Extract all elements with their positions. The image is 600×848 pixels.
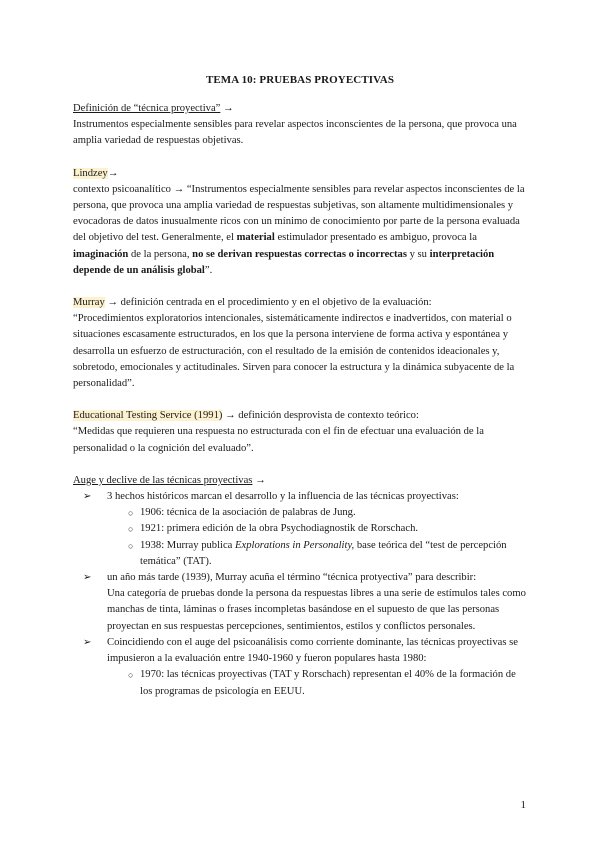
lindzey-text-part: y su xyxy=(406,248,430,260)
circle-bullet-icon: ○ xyxy=(128,508,134,519)
document-body xyxy=(73,101,528,700)
ets-name: Educational Testing Service (1991) xyxy=(73,410,223,422)
sub-list xyxy=(107,667,528,699)
sub-list xyxy=(107,505,528,570)
arrow-bullet-icon: ➢ xyxy=(83,636,92,648)
murray-heading xyxy=(73,295,528,311)
list-item xyxy=(107,521,528,537)
lindzey-heading xyxy=(73,166,528,182)
ets-heading xyxy=(73,408,528,424)
murray-definition: “Procedimientos exploratorios intencionales, sistemáticamente indirectos e inadvertidos, con material o situaciones escasamente estructurados, en los que la persona interviene de forma activa y espontánea y desarrolla un esfuerzo de estructuración, con el resultado de la emisión de contenidos ideacionales y, sobretodo, emocionales y actitudinales. Sirven para conocer la estructura y la dinámica subyacente de la personalidad”. xyxy=(73,313,515,390)
lindzey-text xyxy=(73,182,528,279)
lindzey-text-part: de la persona, xyxy=(128,248,193,260)
bullet-text: un año más tarde (1939), Murray acuña el término “técnica protyectiva” para describir: xyxy=(107,572,477,584)
ets-definition: “Medidas que requieren una respuesta no estructurada con el fin de efectuar una evaluación de la personalidad o la cognición del evaluado”. xyxy=(73,426,484,454)
page-title: TEMA 10: PRUEBAS PROYECTIVAS xyxy=(205,74,395,86)
lindzey-text-part: ”. xyxy=(204,264,213,276)
sub-item-text: 1938: Murray publica xyxy=(140,539,236,551)
list-item xyxy=(73,489,528,570)
page-number: 1 xyxy=(520,799,526,811)
bullet-text: Coincidiendo con el auge del psicoanálisis como corriente dominante, las técnicas proyectivas se impusieron a la evaluación entre 1940-1960 y fueron populares hasta 1980: xyxy=(107,636,518,665)
sub-item-text: 1906: técnica de la asociación de palabras de Jung. xyxy=(140,507,356,519)
circle-bullet-icon: ○ xyxy=(128,524,134,535)
sub-item-text: base teórica del “test de percepción temática” (TAT). xyxy=(140,539,507,567)
lindzey-text-part: contexto psicoanalítico → “Instrumentos especialmente sensibles para revelar aspectos inconscientes de la persona, que provoca una amplia variedad de respuestas subjetivas, son altamente multidimensionales y evocadoras de datos inusualmente ricos con un mínimo de conocimiento por parte de la persona evaluada del objetivo del test. Generalmente, el xyxy=(73,183,525,244)
arrow-icon: → xyxy=(255,474,266,486)
murray-intro: → definición centrada en el procedimiento y en el objetivo de la evaluación: xyxy=(104,297,432,309)
circle-bullet-icon: ○ xyxy=(128,670,134,681)
arrow-bullet-icon: ➢ xyxy=(83,491,92,503)
lindzey-name: Lindzey xyxy=(73,167,108,179)
auge-list xyxy=(73,489,528,700)
list-item xyxy=(73,635,528,700)
auge-heading xyxy=(73,473,528,489)
ets-intro: → definición desprovista de contexto teórico: xyxy=(222,410,419,422)
sub-item-text: 1970: las técnicas proyectivas (TAT y Rorschach) representan el 40% de la formación de los programas de psicología en EEUU. xyxy=(140,669,516,697)
circle-bullet-icon: ○ xyxy=(128,540,134,551)
lindzey-text-part: estimulador presentado es ambiguo, provoca la xyxy=(274,232,477,244)
list-item xyxy=(73,570,528,635)
auge-heading-text: Auge y declive de las técnicas proyectivas xyxy=(73,474,253,486)
list-item xyxy=(107,667,528,699)
book-title: Explorations in Personality, xyxy=(235,539,355,551)
sub-item-text: 1921: primera edición de la obra Psychodiagnostik de Rorschach. xyxy=(140,523,419,535)
lindzey-bold: imaginación xyxy=(73,248,129,260)
arrow-icon: → xyxy=(223,103,234,114)
murray-name: Murray xyxy=(73,297,105,309)
lindzey-bold: material xyxy=(236,232,275,244)
definition-text: Instrumentos especialmente sensibles para revelar aspectos inconscientes de la persona, que provoca una amplia variedad de respuestas objetivas. xyxy=(73,119,517,147)
lindzey-bold: no se derivan respuestas correctas o incorrectas xyxy=(192,248,407,260)
bullet-detail: Una categoría de pruebas donde la persona da respuestas libres a una serie de estímulos tales como manchas de tinta, láminas o frases incompletas basándose en el supuesto de que las personas proyectan en sus respuestas percepciones, sentimientos, estilos y conflictos personales. xyxy=(107,588,526,632)
lindzey-bold: interpretación depende de un análisis global xyxy=(73,248,495,276)
arrow-bullet-icon: ➢ xyxy=(83,572,92,584)
definition-heading xyxy=(73,101,528,117)
definition-heading-text: Definición de “técnica proyectiva” xyxy=(73,103,221,114)
list-item xyxy=(107,505,528,521)
bullet-text: 3 hechos históricos marcan el desarrollo y la influencia de las técnicas proyectivas: xyxy=(107,491,459,503)
list-item xyxy=(107,538,528,570)
arrow-icon: → xyxy=(107,167,119,179)
